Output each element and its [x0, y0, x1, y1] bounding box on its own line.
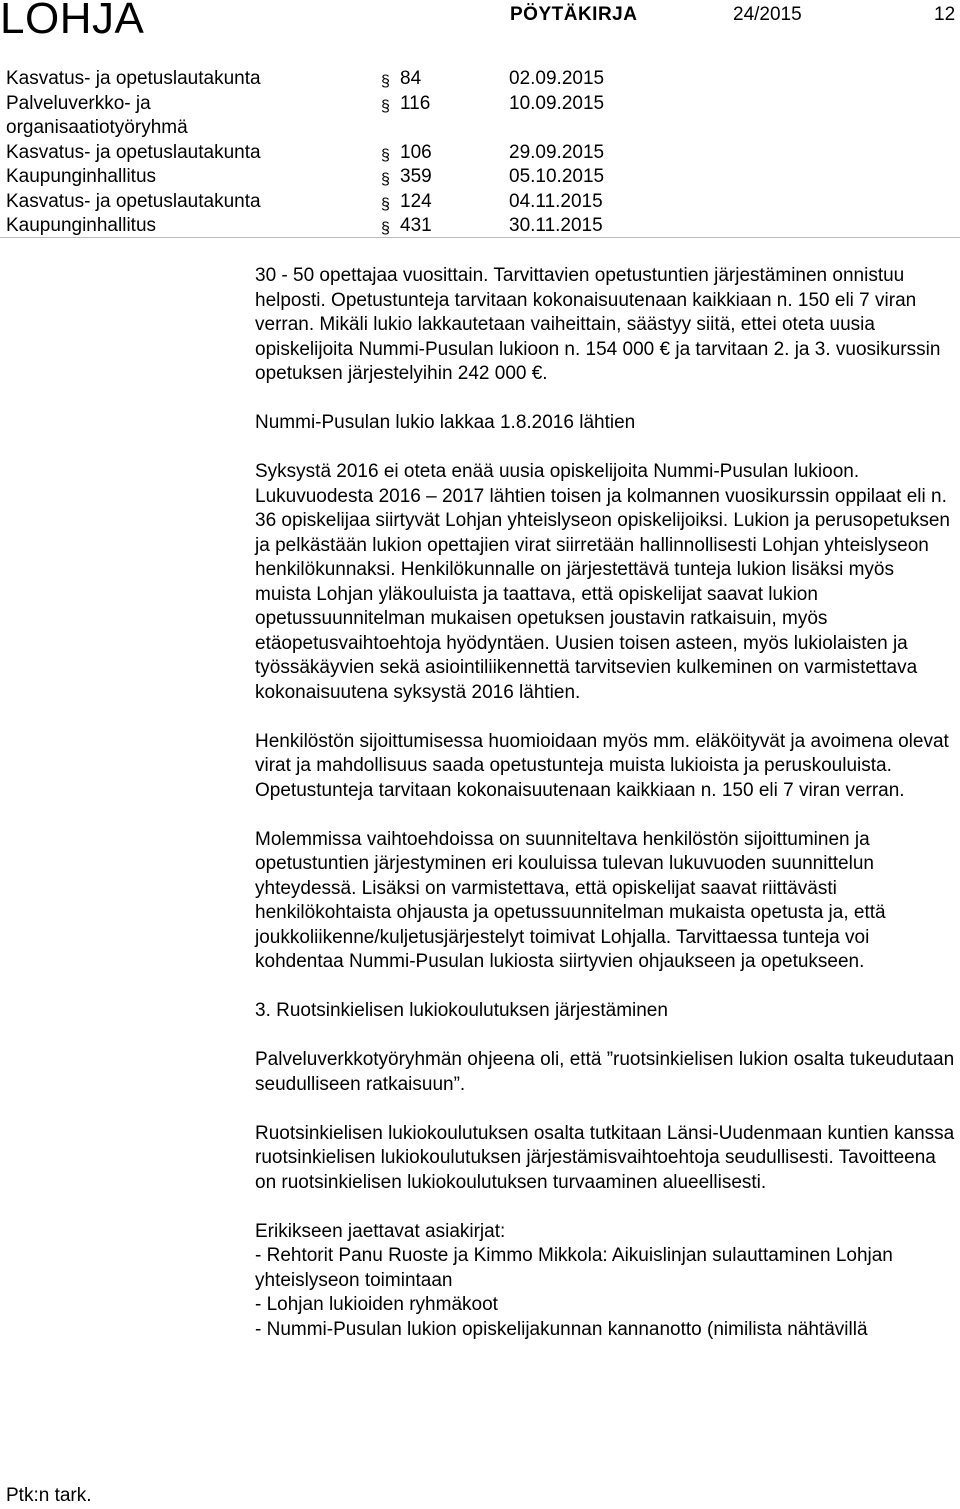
- section-icon: §: [381, 171, 390, 188]
- section-icon: §: [381, 220, 390, 237]
- section-icon: §: [381, 97, 390, 115]
- history-body: Kaupunginhallitus: [6, 215, 157, 236]
- history-date: 02.09.2015: [509, 68, 605, 89]
- document-number: 24/2015: [733, 4, 802, 25]
- history-row: [0, 214, 960, 239]
- history-number: 431: [400, 215, 432, 236]
- page-number: 12: [934, 4, 956, 25]
- document-body: [255, 264, 955, 1342]
- history-number: 84: [400, 68, 422, 89]
- section-icon: §: [381, 146, 390, 164]
- paragraph: Palveluverkkotyöryhmän ohjeena oli, että ”ruotsinkielisen lukion osalta tukeudutaan seudulliseen ratkaisuun”.: [255, 1049, 955, 1095]
- history-number: 359: [400, 166, 432, 187]
- history-body: Kaupunginhallitus: [6, 166, 157, 187]
- history-number: 124: [400, 190, 432, 212]
- history-body: Kasvatus- ja opetuslautakunta: [6, 190, 261, 212]
- section-icon: §: [381, 73, 390, 90]
- history-number: 106: [400, 141, 432, 163]
- paragraph: Molemmissa vaihtoehdoissa on suunniteltava henkilöstön sijoittuminen ja opetustuntien järjestyminen eri kouluissa tulevan lukuvuoden suunnittelun yhteydessä. Lisäksi on varmistettava, että opiskelijat saavat riittävästi henkilökohtaista ohjausta ja opetussuunnitelman mukaista opetusta ja, että joukkoliikenne/kuljetusjärjestelyt toimivat Lohjalla. Tarvittaessa tunteja voi kohdentaa Nummi-Pusulan lukiosta siirtyvien ohjaukseen ja opetukseen.: [255, 828, 886, 972]
- history-body: Kasvatus- ja opetuslautakunta: [6, 141, 261, 163]
- history-date: 05.10.2015: [509, 166, 605, 187]
- subheading: Nummi-Pusulan lukio lakkaa 1.8.2016 lähtien: [255, 412, 636, 433]
- section-heading: 3. Ruotsinkielisen lukiokoulutuksen järjestäminen: [255, 1000, 668, 1021]
- history-row: [0, 165, 960, 190]
- history-date: 04.11.2015: [509, 190, 603, 212]
- paragraph: Henkilöstön sijoittumisessa huomioidaan myös mm. eläköityvät ja avoimena olevat virat ja mahdollisuus saada opetustunteja muista lukioista ja peruskouluista. Opetustunteja tarvitaan kokonaisuutenaan kaikkiaan n. 150 eli 7 viran verran.: [255, 730, 949, 801]
- header-divider: [0, 237, 960, 238]
- footer-minutes-check: Ptk:n tark.: [6, 1485, 92, 1506]
- paragraph: Syksystä 2016 ei oteta enää uusia opiskelijoita Nummi-Pusulan lukioon. Lukuvuodesta 2016 – 2017 lähtien toisen ja kolmannen vuosikurssin oppilaat eli n. 36 opiskelijaa siirtyvät Lohjan yhteislyseon opiskelijoiksi. Lukion ja perusopetuksen ja pelkästään lukion opettajien virat siirretään hallinnollisesti Lohjan yhteislyseon henkilökunnaksi. Henkilökunnalle on järjestettävä tunteja lukion lisäksi myös muista Lohjan yläkouluista ja taattava, että opiskelijat saavat lukion opetussuunnitelman mukaisen opetuksen joustavin ratkaisuin, myös etäopetusvaihtoehtoja hyödyntäen. Uusien toisen asteen, myös lukiolaisten ja työssäkäyvien sekä asiointiliikennettä tarvitsevien kulkeminen on varmistettava kokonaisuutena syksystä 2016 lähtien.: [255, 461, 950, 703]
- paragraph: Ruotsinkielisen lukiokoulutuksen osalta tutkitaan Länsi-Uudenmaan kuntien kanssa ruotsinkielisen lukiokoulutuksen järjestämisvaihtoehtoja seudullisesti. Tavoitteena on ruotsinkielisen lukiokoulutuksen turvaaminen alueellisesti.: [255, 1122, 955, 1193]
- document-type: PÖYTÄKIRJA: [510, 4, 638, 25]
- handling-history: [0, 67, 960, 239]
- attachments-heading: Erikikseen jaettavat asiakirjat:: [255, 1220, 506, 1242]
- attachment-item: - Lohjan lukioiden ryhmäkoot: [255, 1294, 498, 1315]
- history-number: 116: [400, 92, 431, 114]
- section-icon: §: [381, 195, 390, 213]
- attachment-item: - Rehtorit Panu Ruoste ja Kimmo Mikkola: Aikuislinjan sulauttaminen Lohjan yhteislyseon toimintaan: [255, 1245, 893, 1291]
- history-date: 10.09.2015: [509, 92, 605, 114]
- history-row: [0, 141, 960, 166]
- history-body: Palveluverkko- ja organisaatiotyöryhmä: [6, 92, 188, 138]
- history-row: [0, 190, 960, 215]
- paragraph: 30 - 50 opettajaa vuosittain. Tarvittavien opetustuntien järjestäminen onnistuu helposti. Opetustunteja tarvitaan kokonaisuutenaan kaikkiaan n. 150 eli 7 viran verran. Mikäli lukio lakkautetaan vaiheittain, säästyy siitä, ettei oteta uusia opiskelijoita Nummi-Pusulan lukioon n. 154 000 € ja tarvitaan 2. ja 3. vuosikurssin opetuksen järjestelyihin 242 000 €.: [255, 265, 941, 384]
- history-row: [0, 92, 960, 141]
- lohja-logo: LOHJA: [0, 0, 145, 43]
- history-row: [0, 67, 960, 92]
- history-date: 30.11.2015: [509, 215, 603, 236]
- history-body: Kasvatus- ja opetuslautakunta: [6, 68, 261, 89]
- page-header: [0, 0, 960, 44]
- attachment-item: - Nummi-Pusulan lukion opiskelijakunnan kannanotto (nimilista nähtävillä: [255, 1318, 868, 1340]
- history-date: 29.09.2015: [509, 141, 605, 163]
